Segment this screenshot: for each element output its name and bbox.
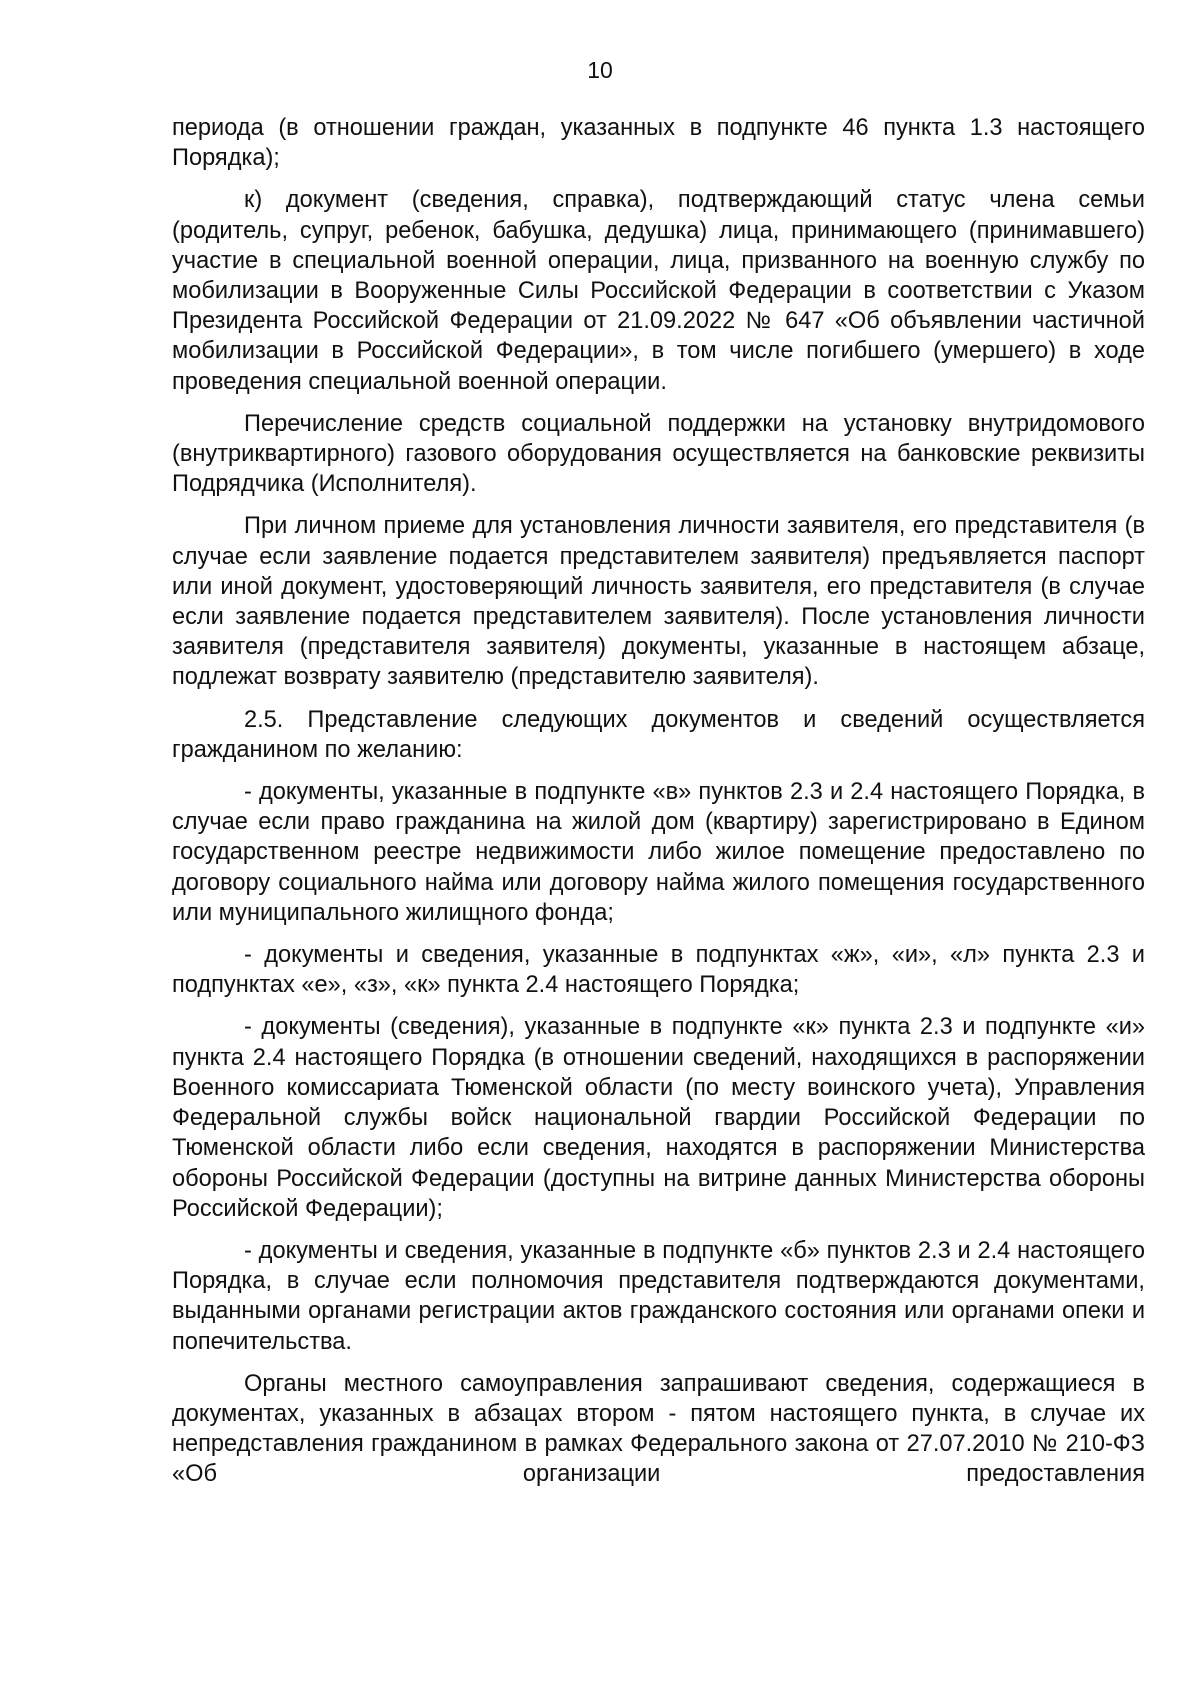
paragraph-continuation: периода (в отношении граждан, указанных в подпункте 46 пункта 1.3 настоящего Порядка); <box>172 115 1145 172</box>
document-body <box>172 113 1145 1502</box>
list-item-documents-b: - документы и сведения, указанные в подпункте «б» пунктов 2.3 и 2.4 настоящего Порядка, в случае если полномочия представителя подтверждаются документами, выданными органами регистрации актов гражданского состояния или органами опеки и попечительства. <box>172 1237 1145 1355</box>
paragraph-personal-reception: При личном приеме для установления личности заявителя, его представителя (в случае если заявление подается представителем заявителя) предъявляется паспорт или иной документ, удостоверяющий личность заявителя, его представителя (в случае если заявление подается представителем заявителя). После установления личности заявителя (представителя заявителя) документы, указанные в настоящем абзаце, подлежат возврату заявителю (представителю заявителя). <box>172 513 1145 691</box>
list-item-documents-zh-i-l: - документы и сведения, указанные в подпунктах «ж», «и», «л» пункта 2.3 и подпунктах «е», «з», «к» пункта 2.4 настоящего Порядка; <box>172 942 1145 999</box>
paragraph-local-government-requests: Органы местного самоуправления запрашивают сведения, содержащиеся в документах, указанных в абзацах втором - пятом настоящего пункта, в случае их непредставления гражданином в рамках Федерального закона от 27.07.2010 № 210-ФЗ «Об организации предоставления <box>172 1370 1145 1488</box>
list-item-documents-v: - документы, указанные в подпункте «в» пунктов 2.3 и 2.4 настоящего Порядка, в случае если право гражданина на жилой дом (квартиру) зарегистрировано в Едином государственном реестре недвижимости либо жилое помещение предоставлено по договору социального найма или договору найма жилого помещения государственного или муниципального жилищного фонда; <box>172 779 1145 926</box>
paragraph-transfer-of-funds: Перечисление средств социальной поддержки на установку внутридомового (внутриквартирного) газового оборудования осуществляется на банковские реквизиты Подрядчика (Исполнителя). <box>172 410 1145 498</box>
paragraph-item-k: к) документ (сведения, справка), подтверждающий статус члена семьи (родитель, супруг, ребенок, бабушка, дедушка) лица, принимающего (принимавшего) участие в специальной военной операции, лица, призванного на военную службу по мобилизации в Вооруженные Силы Российской Федерации в соответствии с Указом Президента Российской Федерации от 21.09.2022 № 647 «Об объявлении частичной мобилизации в Российской Федерации», в том числе погибшего (умершего) в ходе проведения специальной военной операции. <box>172 187 1145 395</box>
paragraph-section-2-5: 2.5. Представление следующих документов и сведений осуществляется гражданином по желанию: <box>172 706 1145 763</box>
list-item-documents-k-i: - документы (сведения), указанные в подпункте «к» пункта 2.3 и подпункте «и» пункта 2.4 настоящего Порядка (в отношении сведений, находящихся в распоряжении Военного комиссариата Тюменской области (по месту воинского учета), Управления Федеральной службы войск национальной гвардии Российской Федерации по Тюменской области либо если сведения, находятся в распоряжении Министерства обороны Российской Федерации (доступны на витрине данных Министерства обороны Российской Федерации); <box>172 1014 1145 1222</box>
page-number: 10 <box>587 57 613 83</box>
